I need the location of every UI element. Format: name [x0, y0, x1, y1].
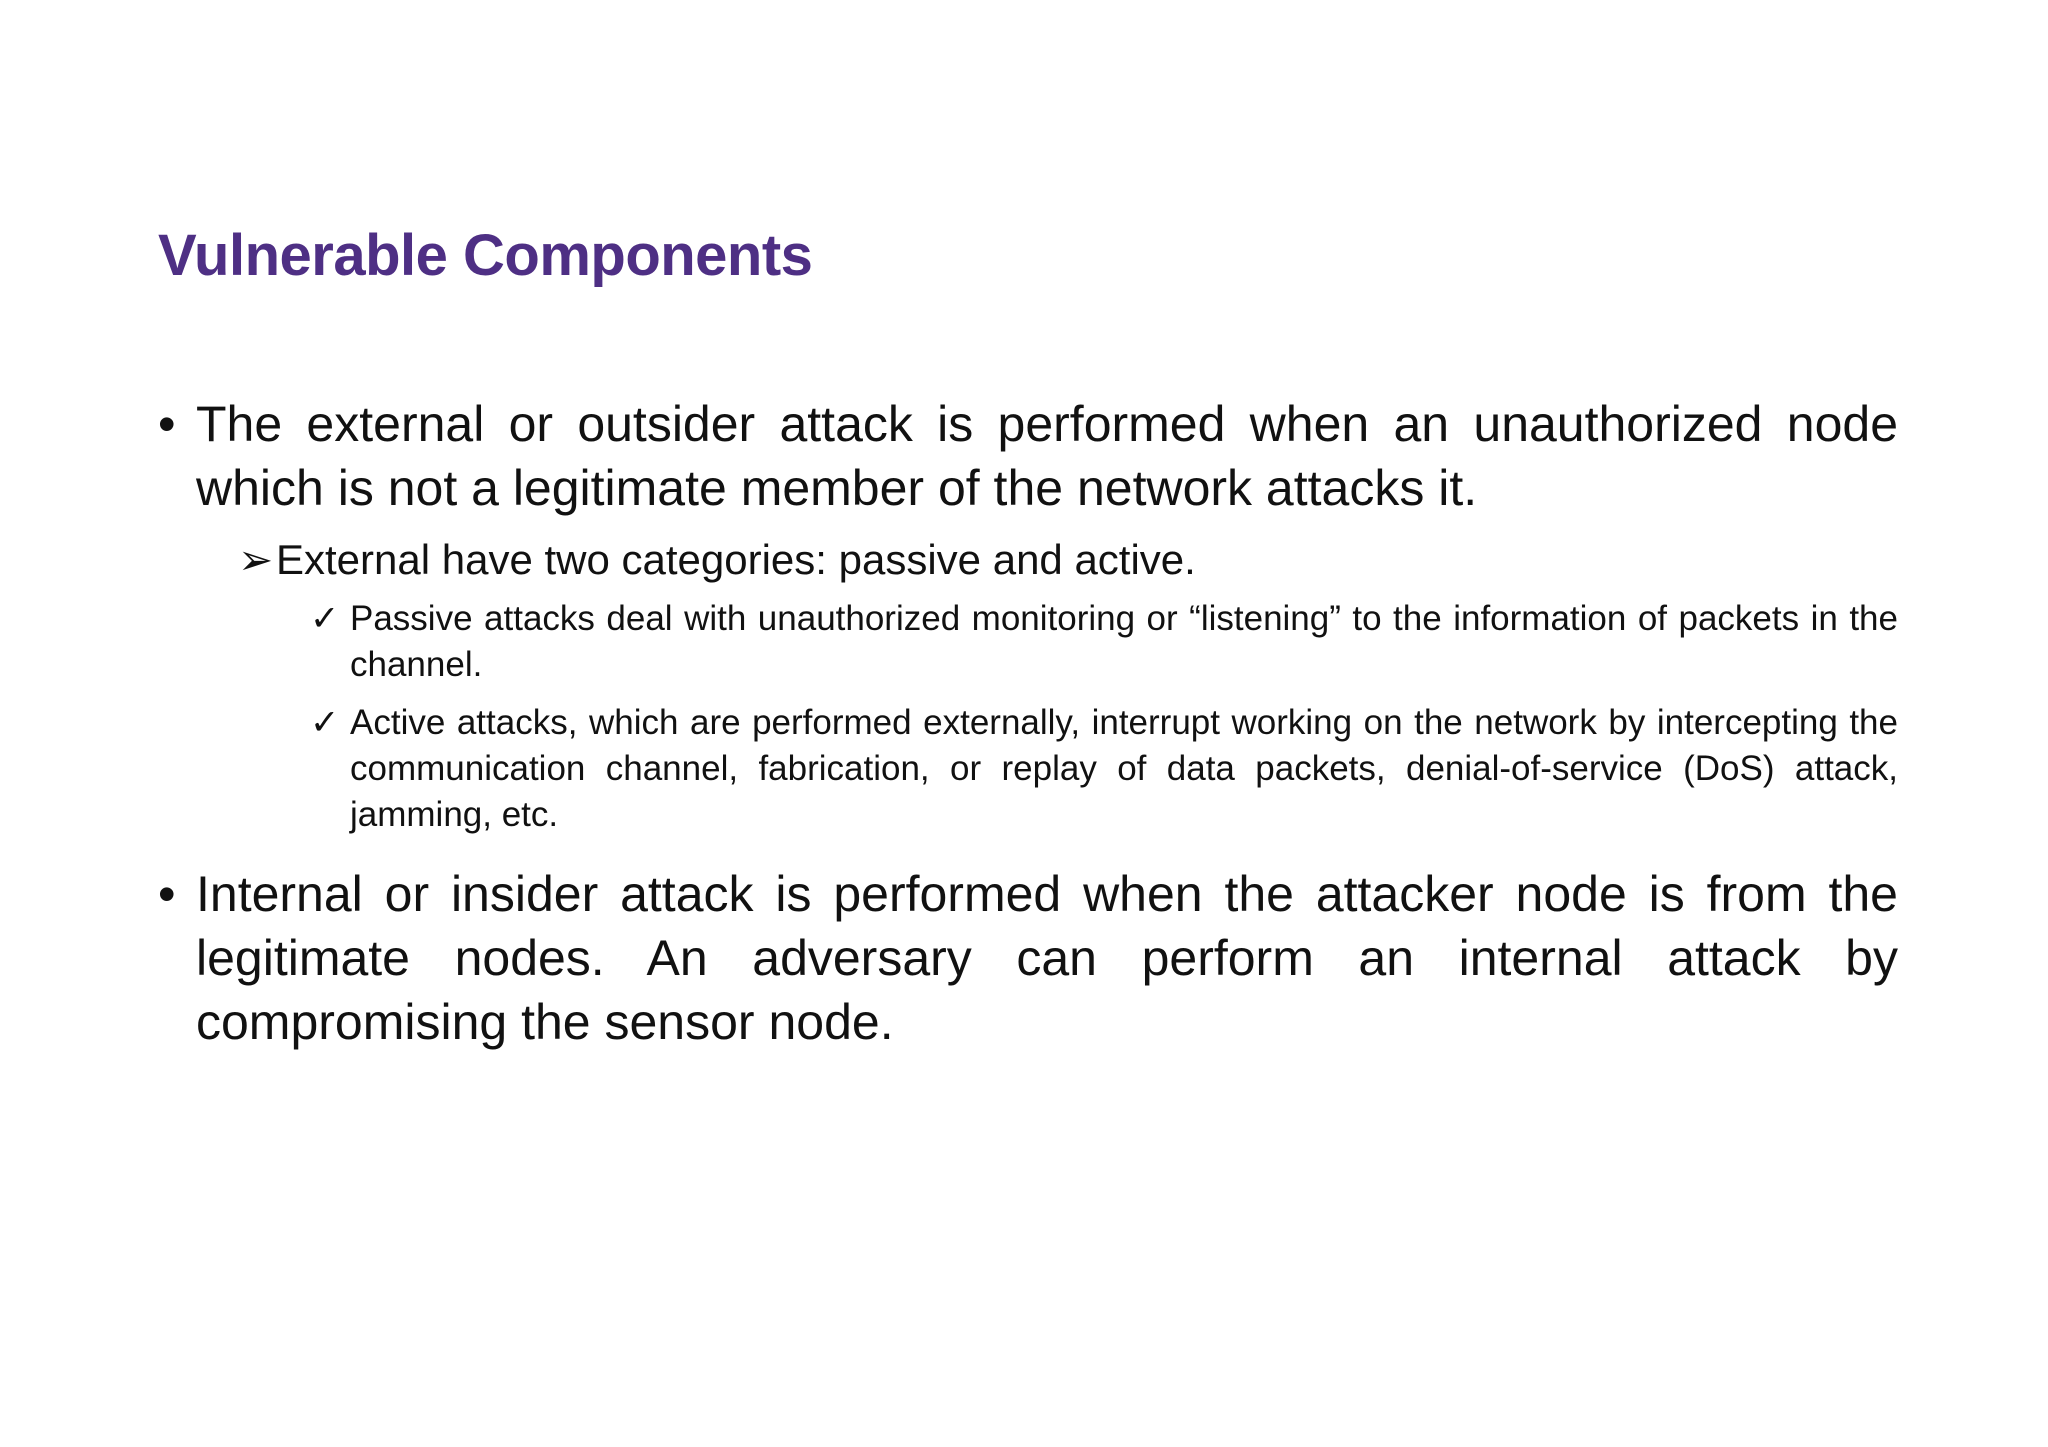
bullet-external-attack [158, 392, 1898, 520]
sub-bullet-text: External have two categories: passive and active. [276, 536, 1196, 583]
check-item-active [310, 700, 1898, 838]
slide-title: Vulnerable Components [158, 223, 813, 288]
arrow-marker-icon: ➢ [238, 536, 274, 583]
check-item-text: Active attacks, which are performed externally, interrupt working on the network by intercepting the communication channel, fabrication, or replay of data packets, denial-of-service (DoS) attack, jamming, etc. [350, 703, 1898, 834]
bullet-internal-attack [158, 862, 1898, 1054]
bullet-marker: • [158, 866, 176, 922]
check-item-text: Passive attacks deal with unauthorized monitoring or “listening” to the information of packets in the channel. [350, 599, 1898, 684]
bullet-text: The external or outsider attack is performed when an unauthorized node which is not a legitimate member of the network attacks it. [196, 396, 1898, 516]
check-item-passive [310, 596, 1898, 688]
bullet-marker: • [158, 396, 176, 452]
checkmark-icon: ✓ [310, 703, 340, 742]
bullet-text: Internal or insider attack is performed when the attacker node is from the legitimate nodes. An adversary can perform an internal attack by compromising the sensor node. [196, 866, 1898, 1050]
checkmark-icon: ✓ [310, 599, 340, 638]
sub-bullet-categories [238, 532, 1196, 588]
